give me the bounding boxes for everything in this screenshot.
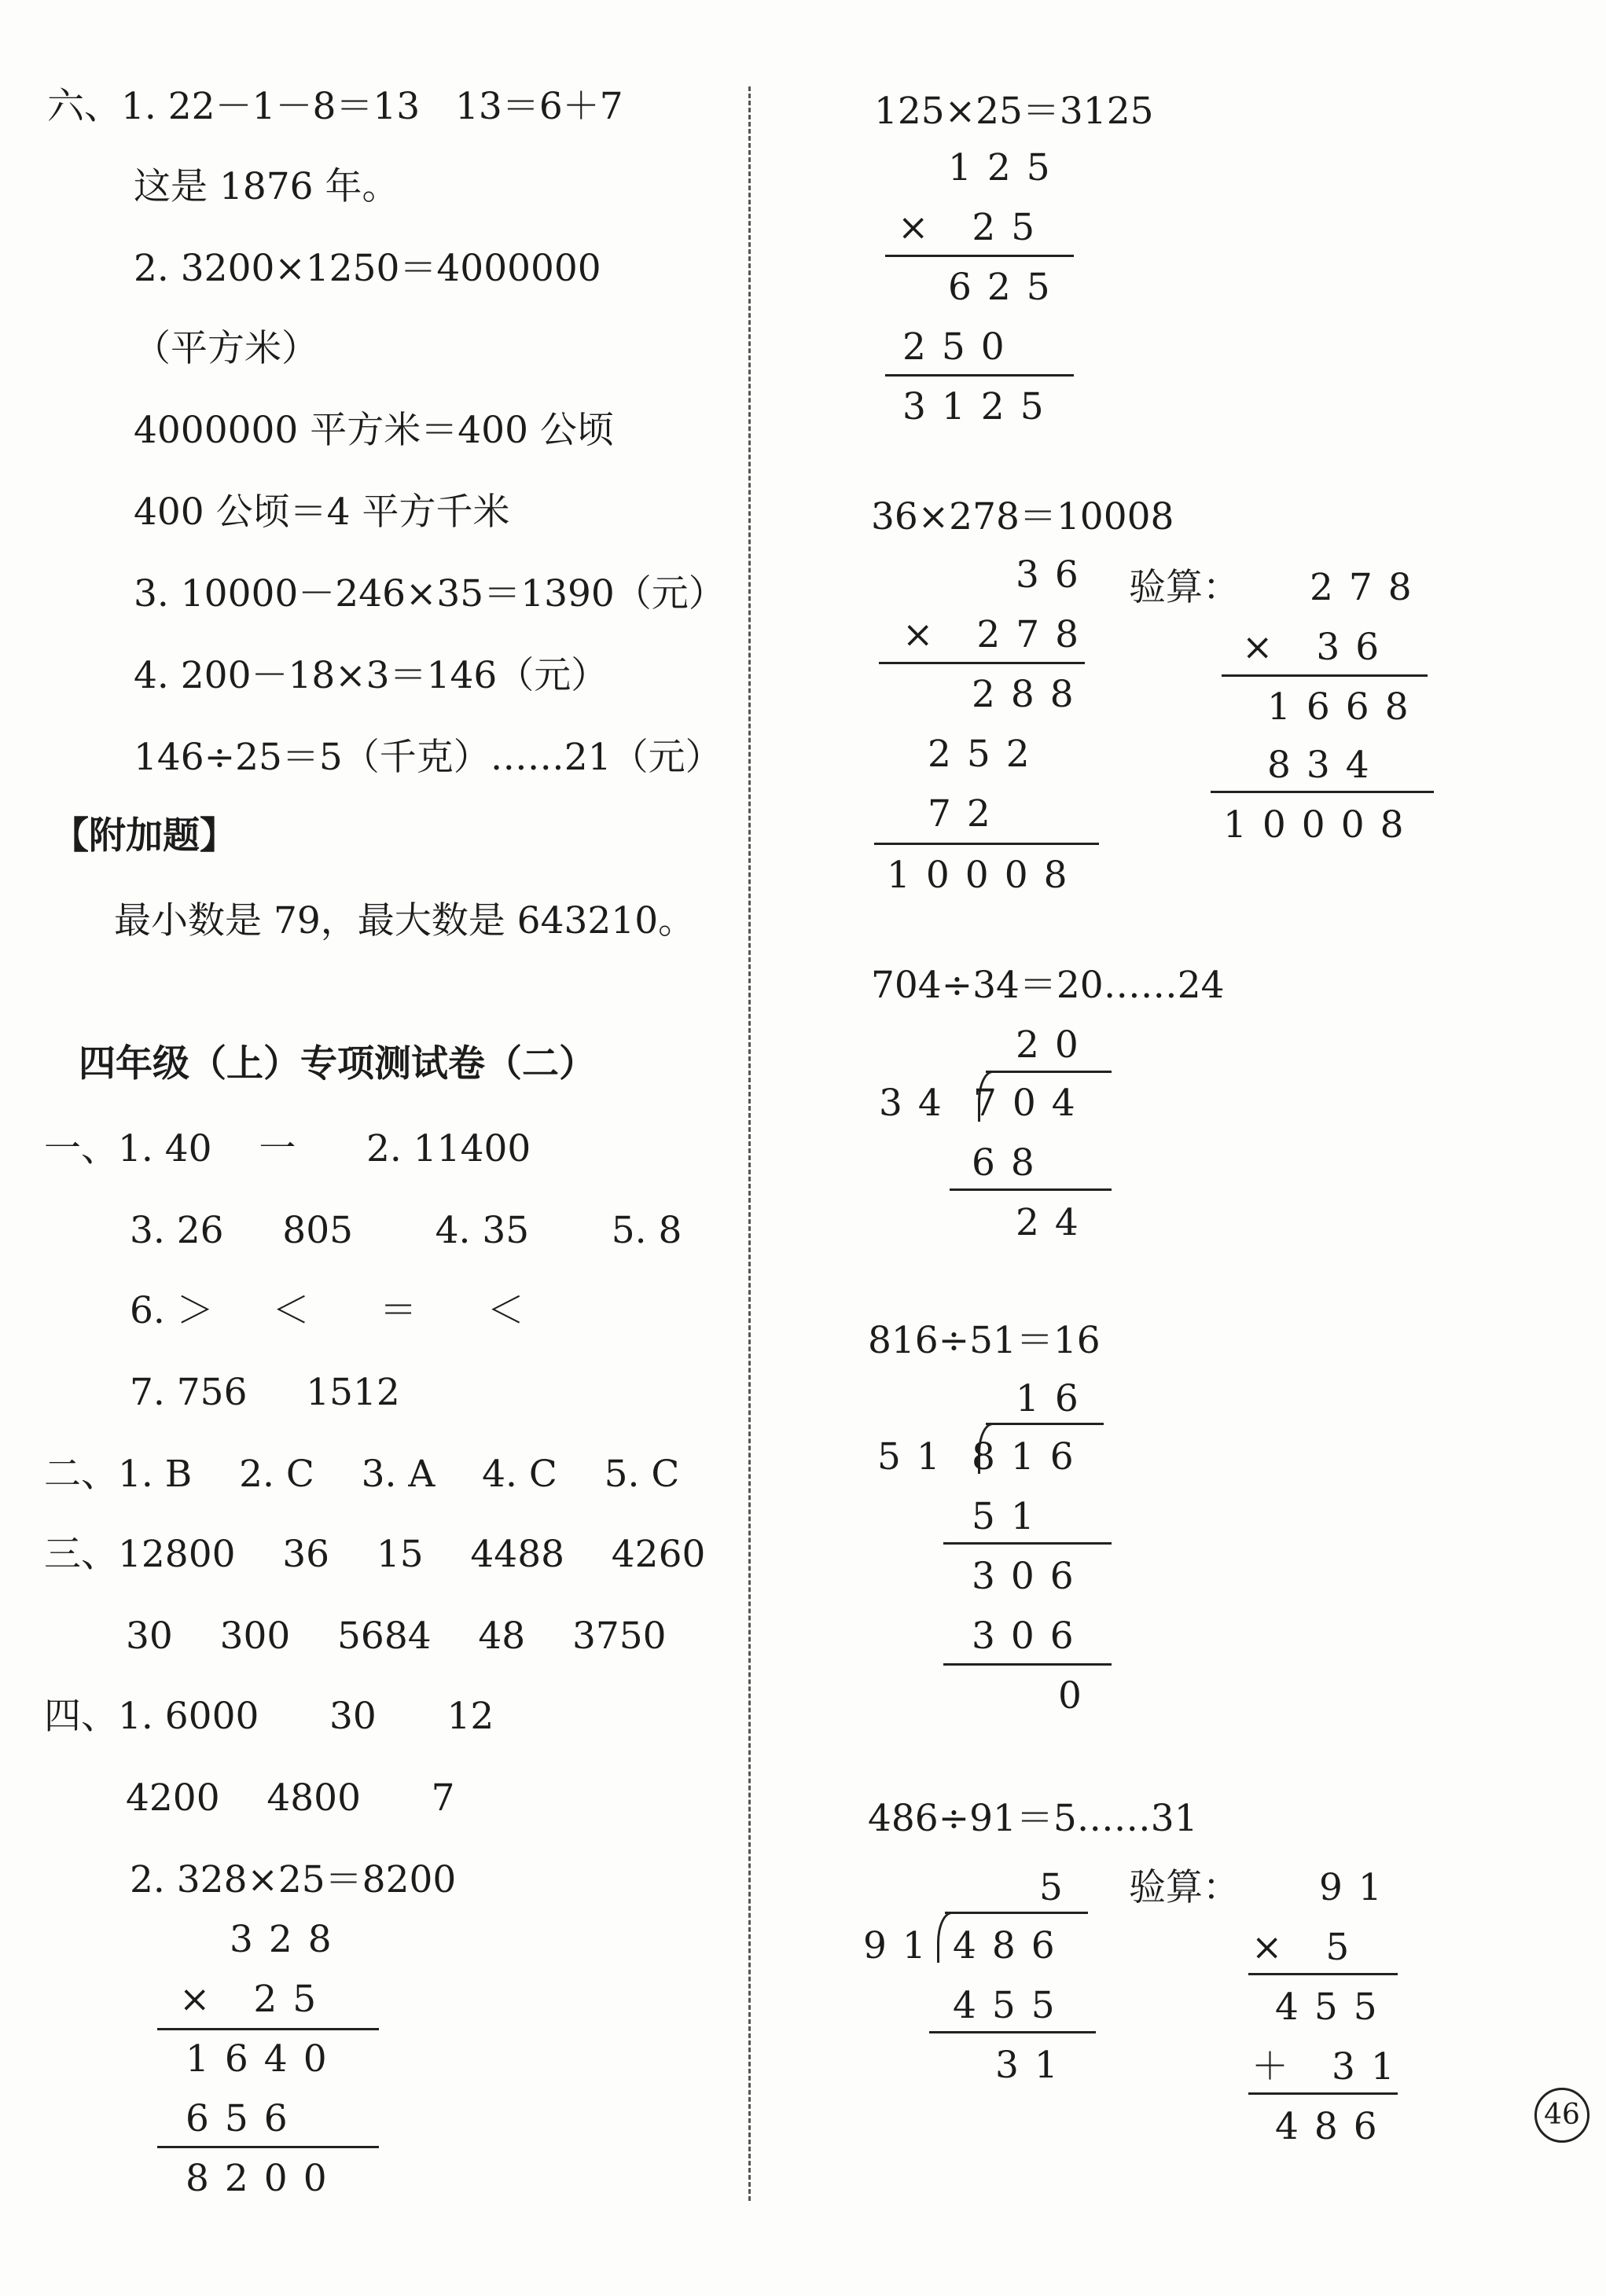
div-row: 455 — [953, 1984, 1071, 2027]
calc-row: 72 — [928, 792, 1006, 836]
div-dividend: 704 — [973, 1082, 1091, 1125]
eq-704div34: 704÷34＝20……24 — [871, 964, 1225, 1007]
calc-line — [1248, 2092, 1398, 2095]
check-label-2: 验算： — [1129, 1866, 1240, 1909]
div-row: 68 — [972, 1141, 1050, 1185]
eq-816div51: 816÷51＝16 — [868, 1319, 1101, 1362]
s4-q2-equation: 2. 328×25＝8200 — [130, 1858, 457, 1901]
s6-q2-line1: 2. 3200×1250＝4000000 — [134, 247, 601, 290]
s6-q3: 3. 10000－246×35＝1390（元） — [134, 572, 726, 615]
s1-line-a: 一、1. 40 一 2. 11400 — [44, 1127, 531, 1170]
calc-line — [885, 374, 1074, 377]
calc-row: 8200 — [186, 2157, 343, 2200]
calc-row: 278 — [1310, 566, 1428, 609]
div-divisor: 34 — [879, 1082, 957, 1125]
calc-line — [157, 2146, 379, 2148]
div-line — [943, 1663, 1112, 1666]
check-label: 验算： — [1129, 566, 1240, 609]
calc-row: 625 — [948, 266, 1066, 309]
calc-row: 1668 — [1267, 685, 1424, 729]
calc-row: 36 — [1016, 553, 1094, 597]
s4-line-b: 4200 4800 7 — [126, 1776, 455, 1820]
calc-row: 328 — [230, 1918, 347, 1961]
div-row: 51 — [972, 1495, 1050, 1538]
s6-q4-line1: 4. 200－18×3＝146（元） — [134, 654, 608, 697]
s6-q2-line4: 400 公顷＝4 平方千米 — [134, 490, 510, 534]
calc-row: 250 — [902, 325, 1020, 369]
calc-row: 10008 — [1223, 803, 1420, 847]
page-number: 46 — [1534, 2088, 1589, 2143]
calc-row: 656 — [186, 2097, 303, 2140]
s6-q2-line3: 4000000 平方米＝400 公顷 — [134, 409, 614, 452]
div-bar — [986, 1423, 1104, 1425]
calc-row: 125 — [948, 146, 1066, 189]
bonus-heading: 【附加题】 — [52, 814, 237, 858]
calc-row: 252 — [928, 733, 1046, 776]
column-divider — [748, 86, 751, 2201]
div-divisor: 91 — [863, 1924, 942, 1967]
div-row: 31 — [995, 2044, 1074, 2087]
div-row: 306 — [972, 1555, 1090, 1598]
div-quotient: 16 — [1016, 1377, 1094, 1420]
calc-row: 91 — [1319, 1866, 1398, 1909]
calc-row: × 25 — [179, 1978, 333, 2021]
div-dividend: 816 — [972, 1435, 1090, 1479]
div-row: 306 — [972, 1615, 1090, 1658]
div-row: 24 — [1016, 1201, 1094, 1244]
calc-row: 455 — [1275, 1986, 1393, 2029]
calc-line — [879, 662, 1085, 664]
calc-row: ＋ 31 — [1251, 2045, 1410, 2088]
div-quotient: 20 — [1016, 1023, 1094, 1067]
div-line — [943, 1542, 1112, 1545]
s4-line-a: 四、1. 6000 30 12 — [44, 1695, 494, 1738]
s6-q1-line1: 六、1. 22－1－8＝13 13＝6＋7 — [47, 85, 623, 128]
div-quotient: 5 — [1039, 1866, 1079, 1909]
test-title: 四年级（上）专项测试卷（二） — [79, 1042, 596, 1086]
eq-125x25: 125×25＝3125 — [874, 90, 1154, 133]
div-bar — [986, 1071, 1112, 1073]
s1-line-b: 3. 26 805 4. 35 5. 8 — [130, 1209, 682, 1252]
div-line — [929, 2031, 1096, 2033]
calc-line — [1222, 674, 1428, 677]
eq-486div91: 486÷91＝5……31 — [868, 1797, 1198, 1840]
calc-line — [1211, 791, 1434, 793]
calc-row: 1640 — [186, 2037, 343, 2081]
s3-line-a: 三、12800 36 15 4488 4260 — [44, 1533, 706, 1576]
s6-q4-line2: 146÷25＝5（千克）……21（元） — [134, 736, 722, 779]
div-line — [950, 1188, 1112, 1191]
s6-q1-line2: 这是 1876 年。 — [134, 165, 399, 208]
calc-row: × 278 — [902, 613, 1095, 656]
s2-line: 二、1. B 2. C 3. A 4. C 5. C — [44, 1453, 680, 1496]
s1-line-d: 7. 756 1512 — [130, 1371, 400, 1414]
s3-line-b: 30 300 5684 48 3750 — [126, 1615, 667, 1658]
calc-line — [157, 2028, 379, 2030]
calc-row: × 36 — [1242, 626, 1395, 669]
div-row: 0 — [1058, 1674, 1097, 1717]
calc-row: 3125 — [902, 385, 1060, 428]
s6-q2-line2: （平方米） — [134, 327, 318, 370]
calc-row: × 5 — [1251, 1926, 1365, 1969]
eq-36x278: 36×278＝10008 — [871, 495, 1174, 538]
calc-line — [874, 843, 1099, 845]
calc-row: 834 — [1267, 744, 1385, 787]
div-bar — [945, 1912, 1088, 1914]
s1-line-c: 6. ＞ ＜ ＝ ＜ — [130, 1289, 524, 1332]
calc-row: 486 — [1275, 2105, 1393, 2148]
calc-line — [885, 255, 1074, 257]
calc-row: 10008 — [887, 854, 1083, 897]
bonus-text: 最小数是 79，最大数是 643210。 — [114, 899, 696, 942]
div-dividend: 486 — [953, 1924, 1071, 1967]
calc-row: 288 — [972, 673, 1090, 716]
div-divisor: 51 — [877, 1435, 956, 1479]
calc-line — [1248, 1973, 1398, 1975]
calc-row: × 25 — [898, 206, 1051, 249]
